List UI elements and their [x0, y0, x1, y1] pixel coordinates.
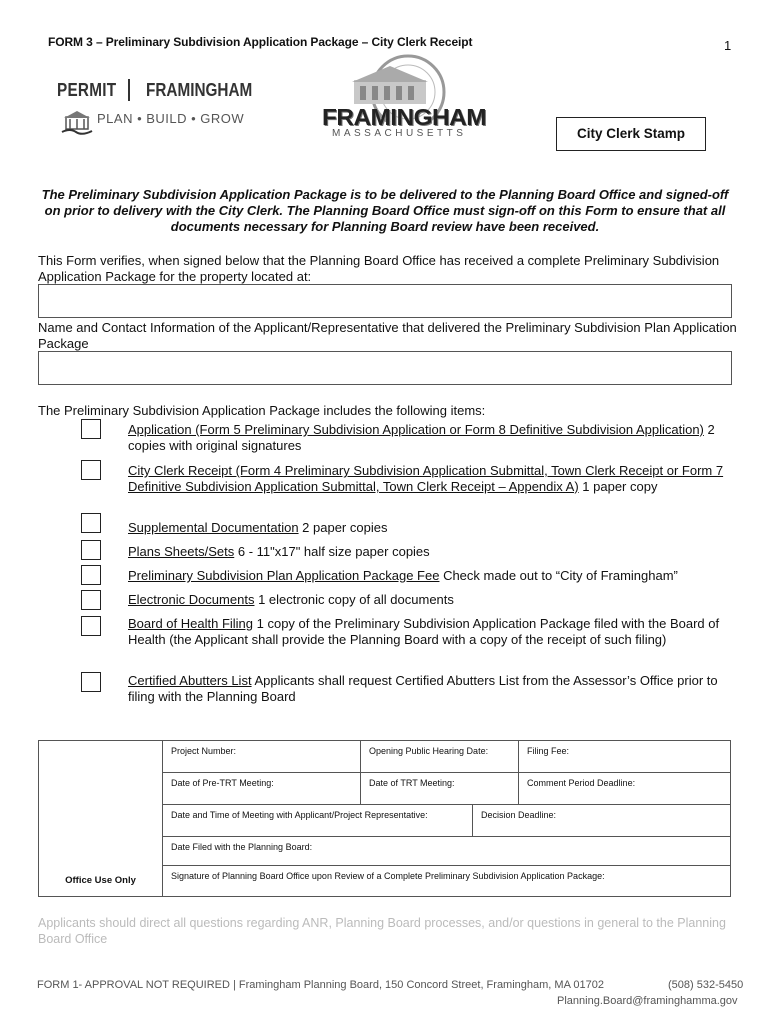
verification-text: This Form verifies, when signed below that the Planning Board Office has received a complete Preliminary Subdivision Application Package for the property located at: [38, 253, 720, 284]
property-address-field[interactable] [38, 284, 732, 318]
footer-address-line [37, 979, 604, 991]
checkbox-supplemental-documentation[interactable] [81, 513, 101, 533]
office-use-only-label: Office Use Only [39, 741, 163, 897]
building-logo-icon [60, 109, 94, 135]
item-desc: 6 - 11"x17" half size paper copies [234, 544, 430, 559]
list-item [128, 616, 728, 648]
item-title: Electronic Documents [128, 592, 255, 607]
trt-meeting-date-field[interactable]: Date of TRT Meeting: [361, 773, 519, 805]
checkbox-certified-abutters-list[interactable] [81, 672, 101, 692]
list-item [128, 568, 728, 584]
city-clerk-stamp-box: City Clerk Stamp [556, 117, 706, 151]
footer-email[interactable]: Planning.Board@framinghamma.gov [557, 995, 738, 1007]
item-desc: 2 paper copies [298, 520, 388, 535]
project-number-field[interactable]: Project Number: [163, 741, 361, 773]
item-title: Preliminary Subdivision Plan Application Package Fee [128, 568, 440, 583]
filing-fee-field[interactable]: Filing Fee: [519, 741, 731, 773]
state-label: MASSACHUSETTS [332, 128, 467, 139]
form-title: FORM 3 – Preliminary Subdivision Application Package – City Clerk Receipt [48, 35, 473, 49]
contact-note: Applicants should direct all questions regarding ANR, Planning Board processes, and/or questions in general to the Planning Board Office [38, 916, 726, 946]
item-desc: Check made out to “City of Framingham” [439, 568, 678, 583]
item-title: Plans Sheets/Sets [128, 544, 235, 559]
logo-divider [128, 79, 130, 101]
list-item [128, 592, 728, 608]
page-number: 1 [724, 38, 732, 53]
list-item [128, 544, 728, 560]
checkbox-application-fee[interactable] [81, 565, 101, 585]
permit-logo-word: PERMIT [57, 80, 117, 100]
contact-info-label: Name and Contact Information of the Applicant/Representative that delivered the Preliminary Subdivision Plan Application Package [38, 320, 737, 351]
item-desc: 1 electronic copy of all documents [254, 592, 454, 607]
item-title: Application (Form 5 Preliminary Subdivision Application or Form 8 Definitive Subdivision Application) [128, 422, 704, 437]
instructions: The Preliminary Subdivision Application Package is to be delivered to the Planning Board Office and signed-off on prior to delivery with the City Clerk. The Planning Board Office must sign-off on this Form to ensure that all documents necessary for Planning Board review have been received. [41, 187, 729, 234]
checkbox-board-of-health-filing[interactable] [81, 616, 101, 636]
permit-tagline: PLAN • BUILD • GROW [97, 111, 245, 126]
date-filed-field[interactable]: Date Filed with the Planning Board: [163, 837, 731, 866]
footer-phone: (508) 532-5450 [668, 979, 744, 991]
pre-trt-meeting-date-field[interactable]: Date of Pre-TRT Meeting: [163, 773, 361, 805]
office-use-table [38, 740, 731, 897]
items-intro: The Preliminary Subdivision Application Package includes the following items: [38, 403, 486, 418]
opening-hearing-date-field[interactable]: Opening Public Hearing Date: [361, 741, 519, 773]
contact-info-field[interactable] [38, 351, 732, 385]
list-item [128, 463, 728, 495]
permit-logo-city: FRAMINGHAM [146, 80, 253, 100]
list-item [128, 422, 728, 454]
footer-form-label: FORM 1- APPROVAL NOT REQUIRED [37, 979, 230, 991]
item-title: City Clerk Receipt (Form 4 Preliminary Subdivision Application Submittal, Town Clerk Receipt or Form 7 Definitive Subdivision Application Submittal, Town Clerk Receipt – Appendix A) [128, 463, 724, 494]
checkbox-electronic-documents[interactable] [81, 590, 101, 610]
list-item [128, 520, 728, 536]
item-title: Certified Abutters List [128, 673, 252, 688]
decision-deadline-field[interactable]: Decision Deadline: [473, 805, 731, 837]
item-desc: 1 paper copy [578, 479, 658, 494]
city-wordmark: FRAMINGHAM [322, 104, 486, 130]
meeting-datetime-field[interactable]: Date and Time of Meeting with Applicant/Project Representative: [163, 805, 473, 837]
item-title: Supplemental Documentation [128, 520, 299, 535]
comment-deadline-field[interactable]: Comment Period Deadline: [519, 773, 731, 805]
item-desc: Applicants shall request Certified Abutters List from the Assessor’s Office prior to filing with the Planning Board [128, 673, 718, 704]
checkbox-application[interactable] [81, 419, 101, 439]
checkbox-city-clerk-receipt[interactable] [81, 460, 101, 480]
item-desc: 1 copy of the Preliminary Subdivision Application Package filed with the Board of Health (the Applicant shall provide the Planning Board with a copy of the receipt of such filing) [128, 616, 720, 647]
signature-field[interactable]: Signature of Planning Board Office upon Review of a Complete Preliminary Subdivision Application Package: [163, 866, 731, 897]
checkbox-plan-sheets[interactable] [81, 540, 101, 560]
list-item [128, 673, 728, 705]
item-title: Board of Health Filing [128, 616, 254, 631]
item-desc: 2 copies with original signatures [128, 422, 715, 453]
footer-address: | Framingham Planning Board, 150 Concord Street, Framingham, MA 01702 [229, 979, 604, 991]
